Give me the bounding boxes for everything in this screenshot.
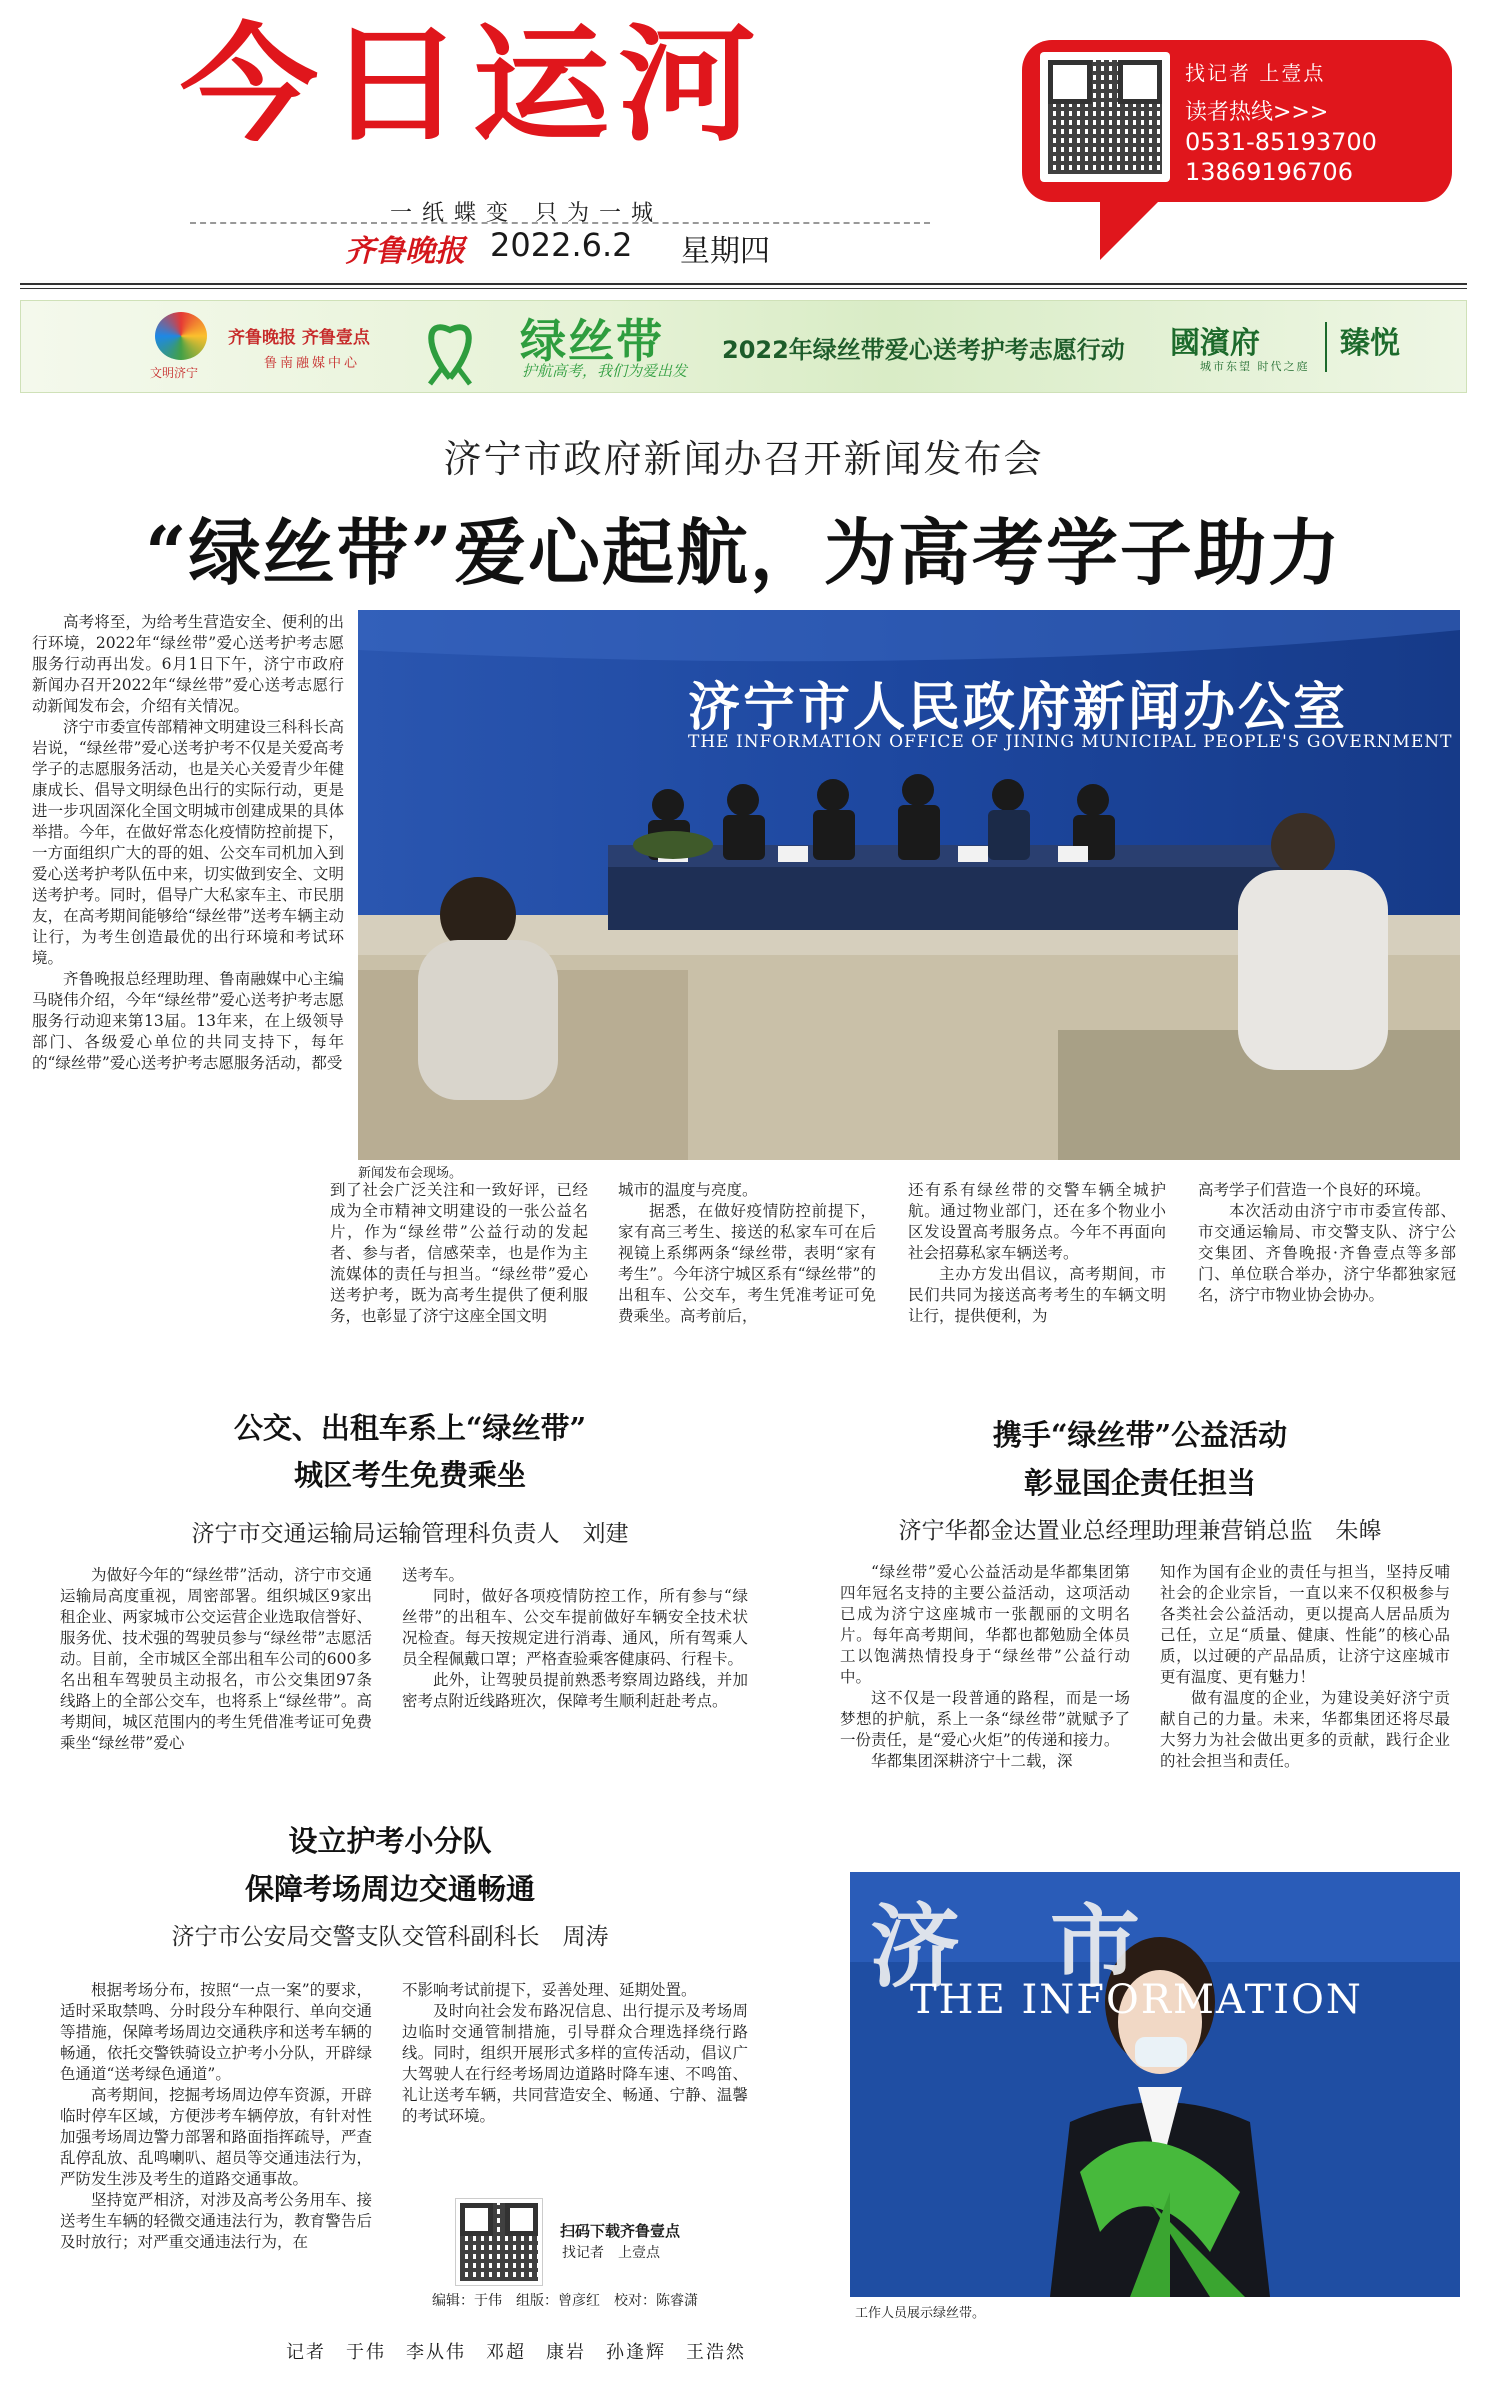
article-paragraph: 为做好今年的“绿丝带”活动，济宁市交通运输局高度重视，周密部署。组织城区9家出租企业、两家城市公交运营企业选取信誉好、服务优、技术强的驾驶员参与“绿丝带”志愿活动。目前，全市城区全部出租车公司的600多名出租车驾驶员主动报名，市公交集团97条线路上的全部公交车，也将系上“绿丝带”。高考期间，城区范围内的考生凭借准考证可免费乘坐“绿丝带”爱心 xyxy=(60,1566,372,1752)
qr-find-reporter-label: 找记者 上壹点 xyxy=(562,2245,660,2261)
press-office-wall-title: 济宁市人民政府新闻办公室 xyxy=(688,678,1349,738)
hotline-phone-2: 13869196706 xyxy=(1185,158,1353,186)
sponsor-logo-1-sub: 城市东望 时代之庭 xyxy=(1200,360,1310,373)
reporter-credits: 记者 于伟 李从伟 邓超 康岩 孙逢辉 王浩然 xyxy=(286,2342,746,2363)
banner-media-center: 鲁南融媒中心 xyxy=(264,356,361,371)
issue-date: 2022.6.2 xyxy=(490,226,633,264)
police-article-column-2 xyxy=(402,1980,748,2127)
article-headline: “绿丝带”爱心起航，为高考学子助力 xyxy=(145,510,1342,595)
banner-tagline: 护航高考，我们为爱出发 xyxy=(522,362,688,380)
sponsor-logo-2: 臻悦 xyxy=(1340,326,1400,361)
sponsor-logo-1: 國濱府 xyxy=(1170,326,1260,361)
main-article-column-2 xyxy=(330,1180,588,1327)
article-paragraph: 坚持宽严相济，对涉及高考公务用车、接送考生车辆的轻微交通违法行为，教育警告后及时放行；对严重交通违法行为，在 xyxy=(60,2191,372,2251)
hotline-find-reporter: 找记者 上壹点 xyxy=(1185,61,1326,85)
article-paragraph: 高考将至，为给考生营造安全、便利的出行环境，2022年“绿丝带”爱心送考护考志愿服务行动再出发。6月1日下午，济宁市政府新闻办召开2022年“绿丝带”爱心送考志愿行动新闻发布会，介绍有关情况。 xyxy=(32,613,344,715)
article-paragraph: 齐鲁晚报总经理助理、鲁南融媒中心主编马晓伟介绍，今年“绿丝带”爱心送考护考志愿服务行动迎来第13届。13年来，在上级领导部门、各级爱心单位的共同支持下，每年的“绿丝带”爱心送考护考志愿服务活动，都受 xyxy=(32,970,344,1072)
article-paragraph: 济宁市委宣传部精神文明建设三科科长高岩说，“绿丝带”爱心送考护考不仅是关爱高考学子的志愿服务活动，也是关心关爱青少年健康成长、倡导文明绿色出行的实际行动，更是进一步巩固深化全国文明城市创建成果的具体举措。今年，在做好常态化疫情防控前提下，一方面组织广大的哥的姐、公交车司机加入到爱心送考护考队伍中来，切实做到安全、文明送考护考。同时，倡导广大私家车主、市民朋友，在高考期间能够给“绿丝带”送考车辆主动让行，为考生创造最优的出行环境和考试环境。 xyxy=(32,718,344,967)
civilization-logo-text: 文明济宁 xyxy=(150,366,199,380)
press-conference-photo xyxy=(358,610,1460,1160)
article-paragraph: 城市的温度与亮度。 xyxy=(618,1181,758,1199)
issue-weekday: 星期四 xyxy=(680,234,770,269)
banner-activity: 2022年绿丝带爱心送考护考志愿行动 xyxy=(722,336,1125,364)
huadu-article-column-1 xyxy=(840,1562,1130,1772)
civilization-logo-icon xyxy=(155,312,207,360)
article-paragraph: 还有系有绿丝带的交警车辆全城护航。通过物业部门，还在多个物业小区发设置高考服务点。今年不再面向社会招募私家车辆送考。 xyxy=(908,1181,1166,1262)
police-article-head-1: 设立护考小分队 xyxy=(288,1824,492,1858)
masthead-rule xyxy=(20,283,1467,289)
article-paragraph: 此外，让驾驶员提前熟悉考察周边路线，并加密考点附近线路班次，保障考生顺利赶赴考点。 xyxy=(402,1671,748,1710)
article-paragraph: 根据考场分布，按照“一点一案”的要求，适时采取禁鸣、分时段分车种限行、单向交通等措施，保障考场周边交通秩序和送考车辆的畅通，依托交警铁骑设立护考小分队，开辟绿色通道“送考绿色通道”。 xyxy=(60,1981,372,2083)
download-qr-code-icon[interactable] xyxy=(455,2198,543,2286)
main-article-column-5 xyxy=(1198,1180,1456,1306)
article-paragraph: 据悉，在做好疫情防控前提下，家有高三考生、接送的私家车可在后视镜上系绑两条“绿丝带，表明“家有考生”。今年济宁城区系有“绿丝带”的出租车、公交车，考生凭准考证可免费乘坐。高考前后， xyxy=(618,1202,876,1325)
banner-campaign-title: 绿丝带 xyxy=(520,314,664,368)
press-office-wall-subtitle: THE INFORMATION OFFICE OF JINING MUNICIPAL PEOPLE'S GOVERNMENT xyxy=(688,732,1453,752)
staff-ribbon-photo xyxy=(850,1872,1460,2297)
bus-article-column-1 xyxy=(60,1565,372,1754)
article-paragraph: 高考期间，挖掘考场周边停车资源，开辟临时停车区域，方便涉考车辆停放，有针对性加强考场周边警力部署和路面指挥疏导，严查乱停乱放、乱鸣喇叭、超员等交通违法行为，严防发生涉及考生的道路交通事故。 xyxy=(60,2086,372,2188)
qr-download-label: 扫码下载齐鲁壹点 xyxy=(560,2222,681,2240)
police-article-column-1 xyxy=(60,1980,372,2253)
huadu-article-column-2 xyxy=(1160,1562,1450,1772)
hotline-label: 读者热线>>> xyxy=(1185,100,1329,125)
main-article-column-4 xyxy=(908,1180,1166,1327)
banner-press-name: 齐鲁晚报 齐鲁壹点 xyxy=(228,328,370,348)
article-paragraph: 不影响考试前提下，妥善处理、延期处置。 xyxy=(402,1981,697,1999)
paper-name: 齐鲁晚报 xyxy=(345,234,465,269)
police-article-head-2: 保障考场周边交通畅通 xyxy=(244,1872,535,1906)
photo-caption: 新闻发布会现场。 xyxy=(358,1166,463,1181)
slogan-rule xyxy=(190,222,930,224)
bus-article-head-1: 公交、出租车系上“绿丝带” xyxy=(233,1411,587,1445)
bus-article-byline: 济宁市交通运输局运输管理科负责人 刘建 xyxy=(191,1521,629,1547)
huadu-article-head-1: 携手“绿丝带”公益活动 xyxy=(992,1418,1288,1452)
article-kicker: 济宁市政府新闻办召开新闻发布会 xyxy=(443,437,1044,481)
article-paragraph: 及时向社会发布路况信息、出行提示及考场周边临时交通管制措施，引导群众合理选择绕行路线。同时，组织开展形式多样的宣传活动，倡议广大驾驶人在行经考场周边道路时降车速、不鸣笛、礼让送考车辆，共同营造安全、畅通、宁静、温馨的考试环境。 xyxy=(402,2002,748,2125)
staff-photo-wall-cn: 济 市 xyxy=(870,1895,1140,2000)
masthead-slogan: 一纸蝶变 只为一城 xyxy=(390,201,663,226)
article-paragraph: 送考车。 xyxy=(402,1566,465,1584)
hotline-phone-1: 0531-85193700 xyxy=(1185,128,1377,156)
article-paragraph: 本次活动由济宁市市委宣传部、市交通运输局、市交警支队、济宁公交集团、齐鲁晚报·齐鲁壹点等多部门、单位联合举办，济宁华都独家冠名，济宁市物业协会协办。 xyxy=(1198,1202,1456,1304)
article-paragraph: 同时，做好各项疫情防控工作，所有参与“绿丝带”的出租车、公交车提前做好车辆安全技术状况检查。每天按规定进行消毒、通风，所有驾乘人员全程佩戴口罩；严格查验乘客健康码、行程卡。 xyxy=(402,1587,748,1668)
main-article-column-1 xyxy=(32,612,344,1074)
article-paragraph: 到了社会广泛关注和一致好评，已经成为全市精神文明建设的一张公益名片，作为“绿丝带”公益行动的发起者、参与者，信感荣幸，也是作为主流媒体的责任与担当。“绿丝带”爱心送考护考，既为高考生提供了便利服务，也彰显了济宁这座全国文明 xyxy=(330,1181,588,1325)
staff-photo-wall-en: THE INFORMATION xyxy=(910,1977,1363,2023)
masthead-title: 今日运河 xyxy=(180,10,765,160)
article-paragraph: 做有温度的企业，为建设美好济宁贡献自己的力量。未来，华都集团还将尽最大努力为社会做出更多的贡献，践行企业的社会担当和责任。 xyxy=(1160,1689,1450,1770)
huadu-article-byline: 济宁华都金达置业总经理助理兼营销总监 朱皞 xyxy=(898,1518,1382,1544)
green-ribbon-icon xyxy=(420,308,480,386)
article-paragraph: 华都集团深耕济宁十二载，深 xyxy=(871,1752,1073,1770)
qr-code-icon[interactable] xyxy=(1040,52,1170,182)
banner-divider xyxy=(1325,322,1327,372)
bus-article-head-2: 城区考生免费乘坐 xyxy=(293,1458,526,1492)
huadu-article-head-2: 彰显国企责任担当 xyxy=(1023,1466,1256,1500)
article-paragraph: “绿丝带”爱心公益活动是华都集团第四年冠名支持的主要公益活动，这项活动已成为济宁这座城市一张靓丽的文明名片。每年高考期间，华都也都勉励全体员工以饱满热情投身于“绿丝带”公益行动中。 xyxy=(840,1563,1130,1686)
article-paragraph: 这不仅是一段普通的路程，而是一场梦想的护航，系上一条“绿丝带”就赋予了一份责任，是“爱心火炬”的传递和接力。 xyxy=(840,1689,1130,1749)
article-paragraph: 知作为国有企业的责任与担当，坚持反哺社会的企业宗旨，一直以来不仅积极参与各类社会公益活动，更以提高人居品质为己任，立足“质量、健康、性能”的核心品质，以过硬的产品品质，让济宁这座城市更有温度、更有魅力！ xyxy=(1160,1563,1450,1686)
staff-photo-caption: 工作人员展示绿丝带。 xyxy=(855,2306,986,2321)
editor-credits: 编辑：于伟 组版：曾彦红 校对：陈睿潇 xyxy=(432,2293,698,2309)
main-article-column-3 xyxy=(618,1180,876,1327)
article-paragraph: 高考学子们营造一个良好的环境。 xyxy=(1198,1181,1431,1199)
bus-article-column-2 xyxy=(402,1565,748,1712)
article-paragraph: 主办方发出倡议，高考期间，市民们共同为接送高考考生的车辆文明让行，提供便利，为 xyxy=(908,1265,1166,1325)
police-article-byline: 济宁市公安局交警支队交管科副科长 周涛 xyxy=(171,1924,609,1950)
